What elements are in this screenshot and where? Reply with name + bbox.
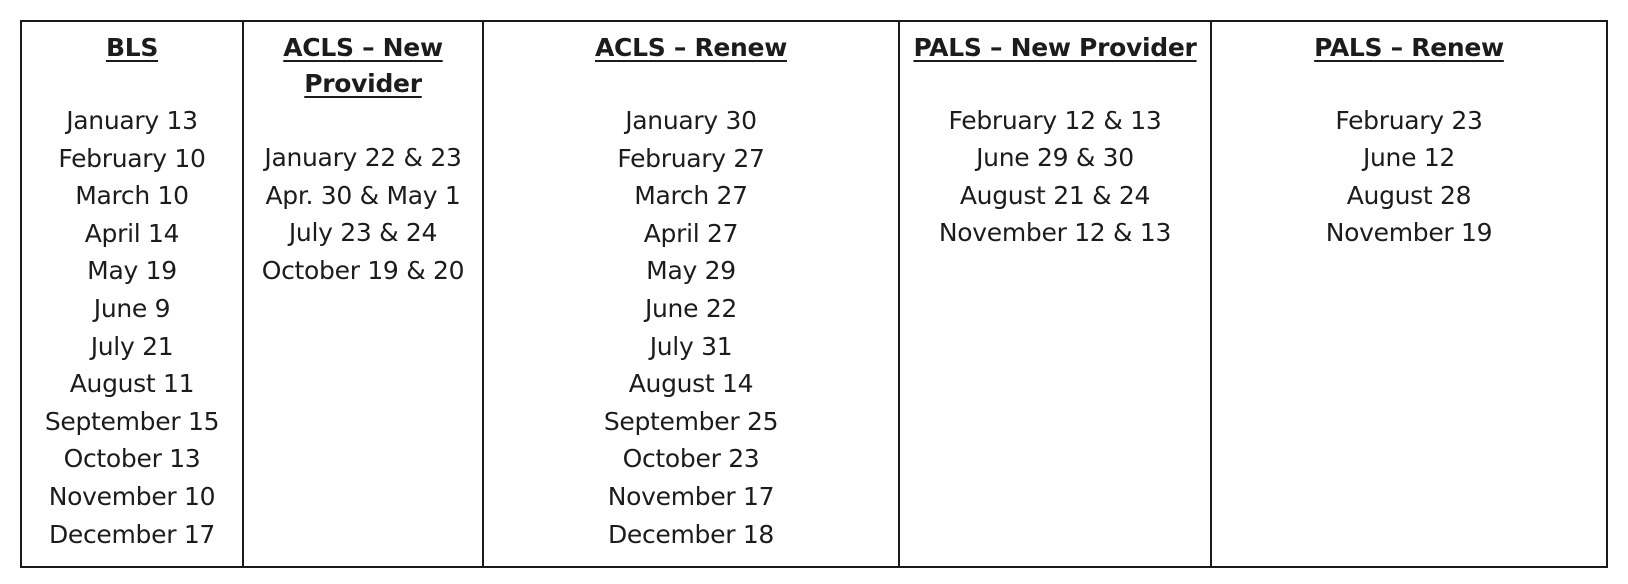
column-heading: BLS: [105, 33, 159, 62]
date-item: April 14: [84, 218, 180, 248]
date-item: July 23 & 24: [288, 218, 438, 248]
date-item: November 19: [1325, 218, 1493, 248]
date-list: [484, 102, 898, 553]
date-list: [22, 102, 242, 553]
date-list: [1212, 102, 1606, 252]
date-item: April 27: [643, 218, 739, 248]
column-bls: [20, 22, 242, 566]
date-item: September 15: [44, 406, 220, 436]
date-item: August 21 & 24: [959, 180, 1151, 210]
date-item: July 21: [90, 331, 174, 361]
date-item: January 22 & 23: [264, 143, 462, 172]
date-list: [900, 102, 1210, 252]
date-item: February 27: [617, 143, 765, 173]
date-item: September 25: [603, 406, 779, 436]
column-acls-new-provider: [242, 22, 482, 566]
column-heading: ACLS – Renew: [595, 33, 787, 62]
date-item: Apr. 30 & May 1: [265, 180, 461, 210]
date-item: October 19 & 20: [261, 255, 465, 285]
date-item: May 29: [646, 256, 736, 286]
date-item: December 17: [48, 519, 216, 549]
date-item: November 12 & 13: [938, 218, 1172, 248]
column-heading: PALS – Renew: [1314, 33, 1504, 62]
date-item: February 23: [1335, 106, 1483, 135]
date-item: June 9: [93, 293, 171, 323]
date-item: February 10: [58, 143, 206, 173]
date-item: January 30: [625, 106, 757, 135]
column-pals-new-provider: [898, 22, 1210, 566]
column-heading: PALS – New Provider: [913, 33, 1197, 62]
date-list: [244, 102, 482, 289]
date-item: October 23: [622, 444, 760, 474]
date-item: March 27: [634, 181, 748, 211]
class-schedule-table: [20, 20, 1608, 568]
date-item: August 11: [69, 369, 195, 399]
date-item: October 13: [63, 444, 201, 474]
column-pals-renew: [1210, 22, 1608, 566]
column-heading: ACLS – New Provider: [283, 33, 443, 98]
column-acls-renew: [482, 22, 898, 566]
date-item: June 22: [644, 293, 738, 323]
date-item: March 10: [75, 181, 189, 211]
date-item: July 31: [649, 331, 733, 361]
date-item: June 12: [1362, 143, 1456, 173]
date-item: May 19: [87, 256, 177, 286]
date-item: August 28: [1346, 180, 1472, 210]
date-item: November 17: [607, 481, 775, 511]
date-item: January 13: [66, 106, 198, 135]
date-item: February 12 & 13: [948, 106, 1162, 135]
date-item: June 29 & 30: [976, 143, 1134, 173]
date-item: November 10: [48, 481, 216, 511]
date-item: December 18: [607, 519, 775, 549]
date-item: August 14: [628, 369, 754, 399]
